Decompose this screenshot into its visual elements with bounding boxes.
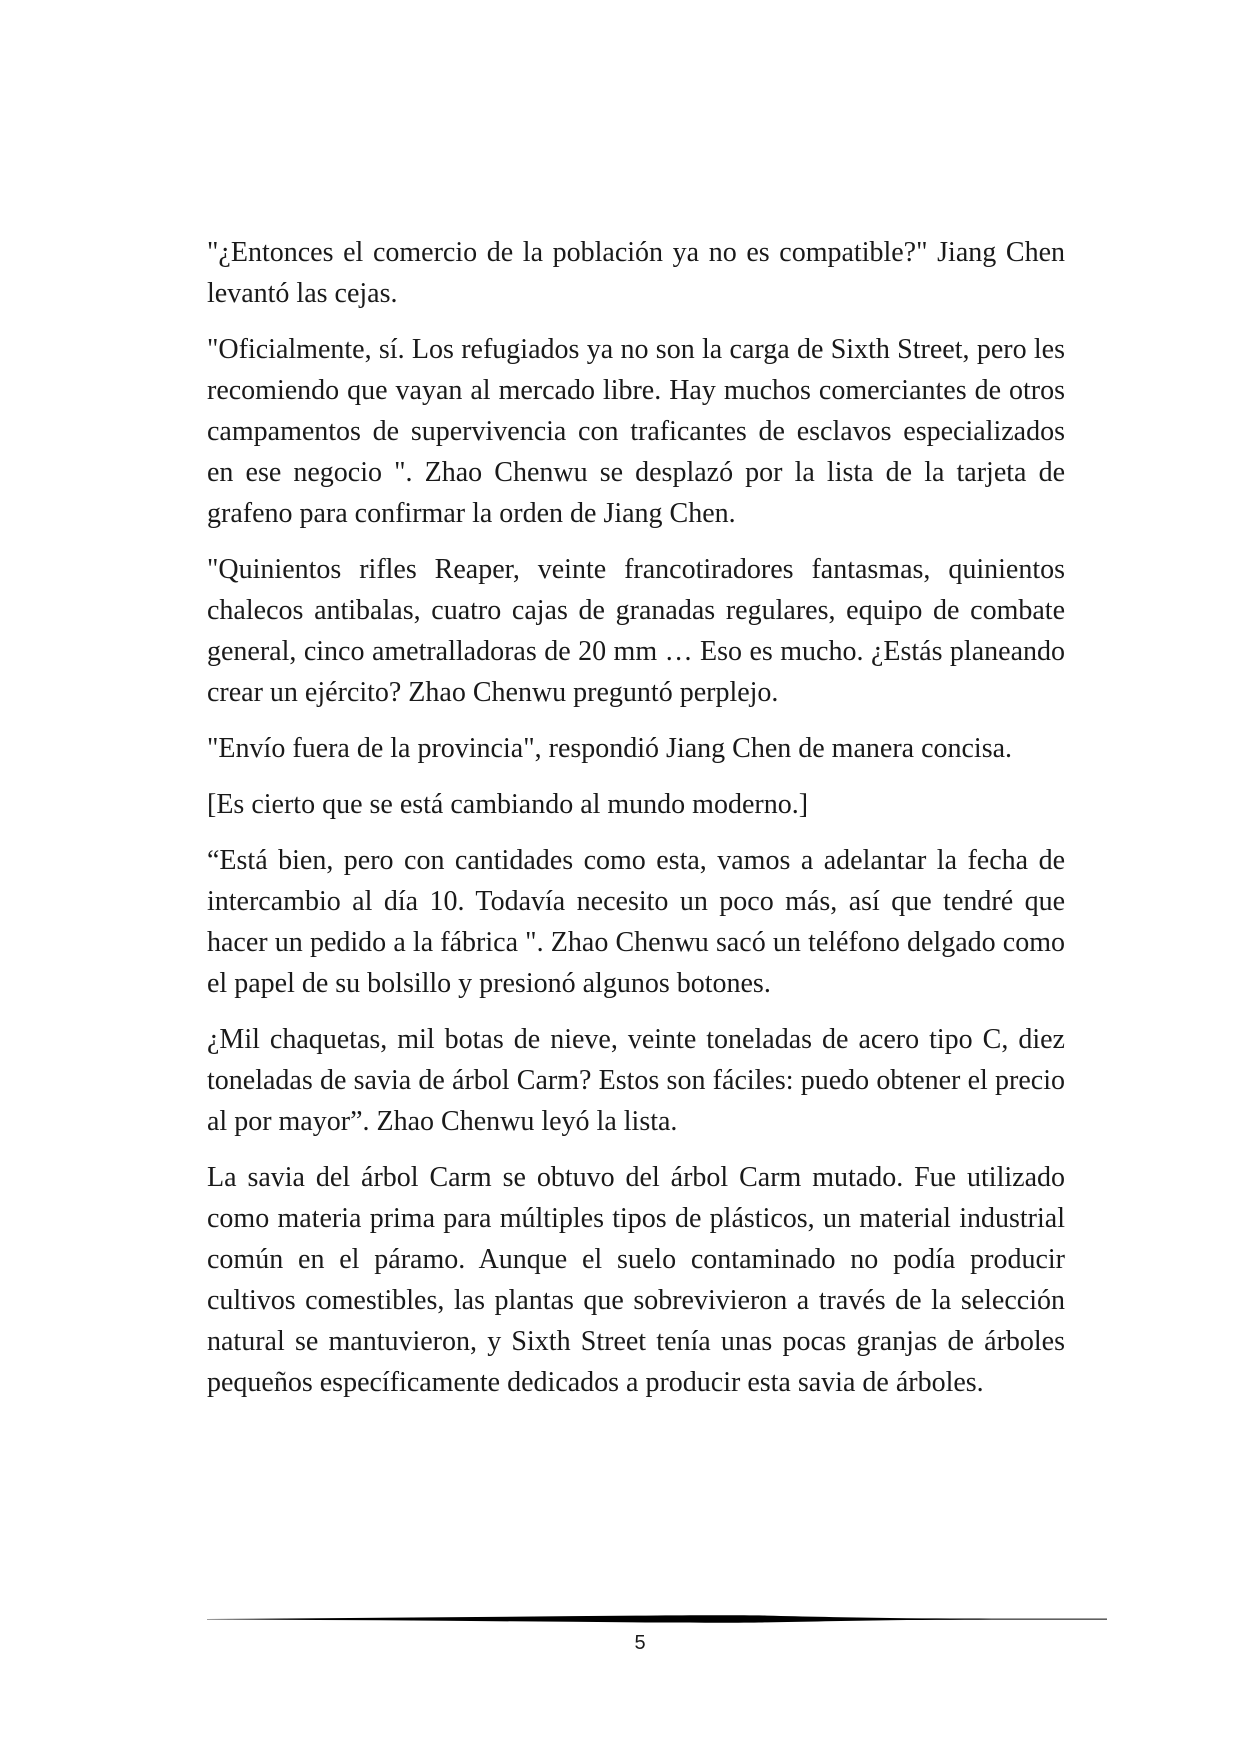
page-number: 5 xyxy=(634,1632,646,1654)
footer-rule-shape xyxy=(207,1615,1107,1622)
paragraph-5: [Es cierto que se está cambiando al mundo moderno.] xyxy=(207,789,809,820)
paragraph-4: "Envío fuera de la provincia", respondió Jiang Chen de manera concisa. xyxy=(207,733,1013,764)
paragraph-2: "Oficialmente, sí. Los refugiados ya no son la carga de Sixth Street, pero les recomiendo que vayan al mercado libre. Hay muchos comerciantes de otros campamentos de supervivencia con traficantes de esclavos especializados en ese negocio ". Zhao Chenwu se desplazó por la lista de la tarjeta de grafeno para confirmar la orden de Jiang Chen. xyxy=(207,334,1065,529)
footer-rule xyxy=(207,1613,1107,1625)
paragraph-8: La savia del árbol Carm se obtuvo del árbol Carm mutado. Fue utilizado como materia prima para múltiples tipos de plásticos, un material industrial común en el páramo. Aunque el suelo contaminado no podía producir cultivos comestibles, las plantas que sobrevivieron a través de la selección natural se mantuvieron, y Sixth Street tenía unas pocas granjas de árboles pequeños específicamente dedicados a producir esta savia de árboles. xyxy=(207,1162,1065,1398)
paragraph-7: ¿Mil chaquetas, mil botas de nieve, veinte toneladas de acero tipo C, diez toneladas de savia de árbol Carm? Estos son fáciles: puedo obtener el precio al por mayor”. Zhao Chenwu leyó la lista. xyxy=(207,1024,1065,1137)
paragraph-3: "Quinientos rifles Reaper, veinte francotiradores fantasmas, quinientos chalecos antibalas, cuatro cajas de granadas regulares, equipo de combate general, cinco ametralladoras de 20 mm … Eso es mucho. ¿Estás planeando crear un ejército? Zhao Chenwu preguntó perplejo. xyxy=(207,554,1065,708)
paragraph-1: "¿Entonces el comercio de la población ya no es compatible?" Jiang Chen levantó las cejas. xyxy=(207,237,1065,309)
text-body xyxy=(207,232,1065,1418)
paragraph-6: “Está bien, pero con cantidades como esta, vamos a adelantar la fecha de intercambio al día 10. Todavía necesito un poco más, así que tendré que hacer un pedido a la fábrica ". Zhao Chenwu sacó un teléfono delgado como el papel de su bolsillo y presionó algunos botones. xyxy=(207,845,1065,999)
